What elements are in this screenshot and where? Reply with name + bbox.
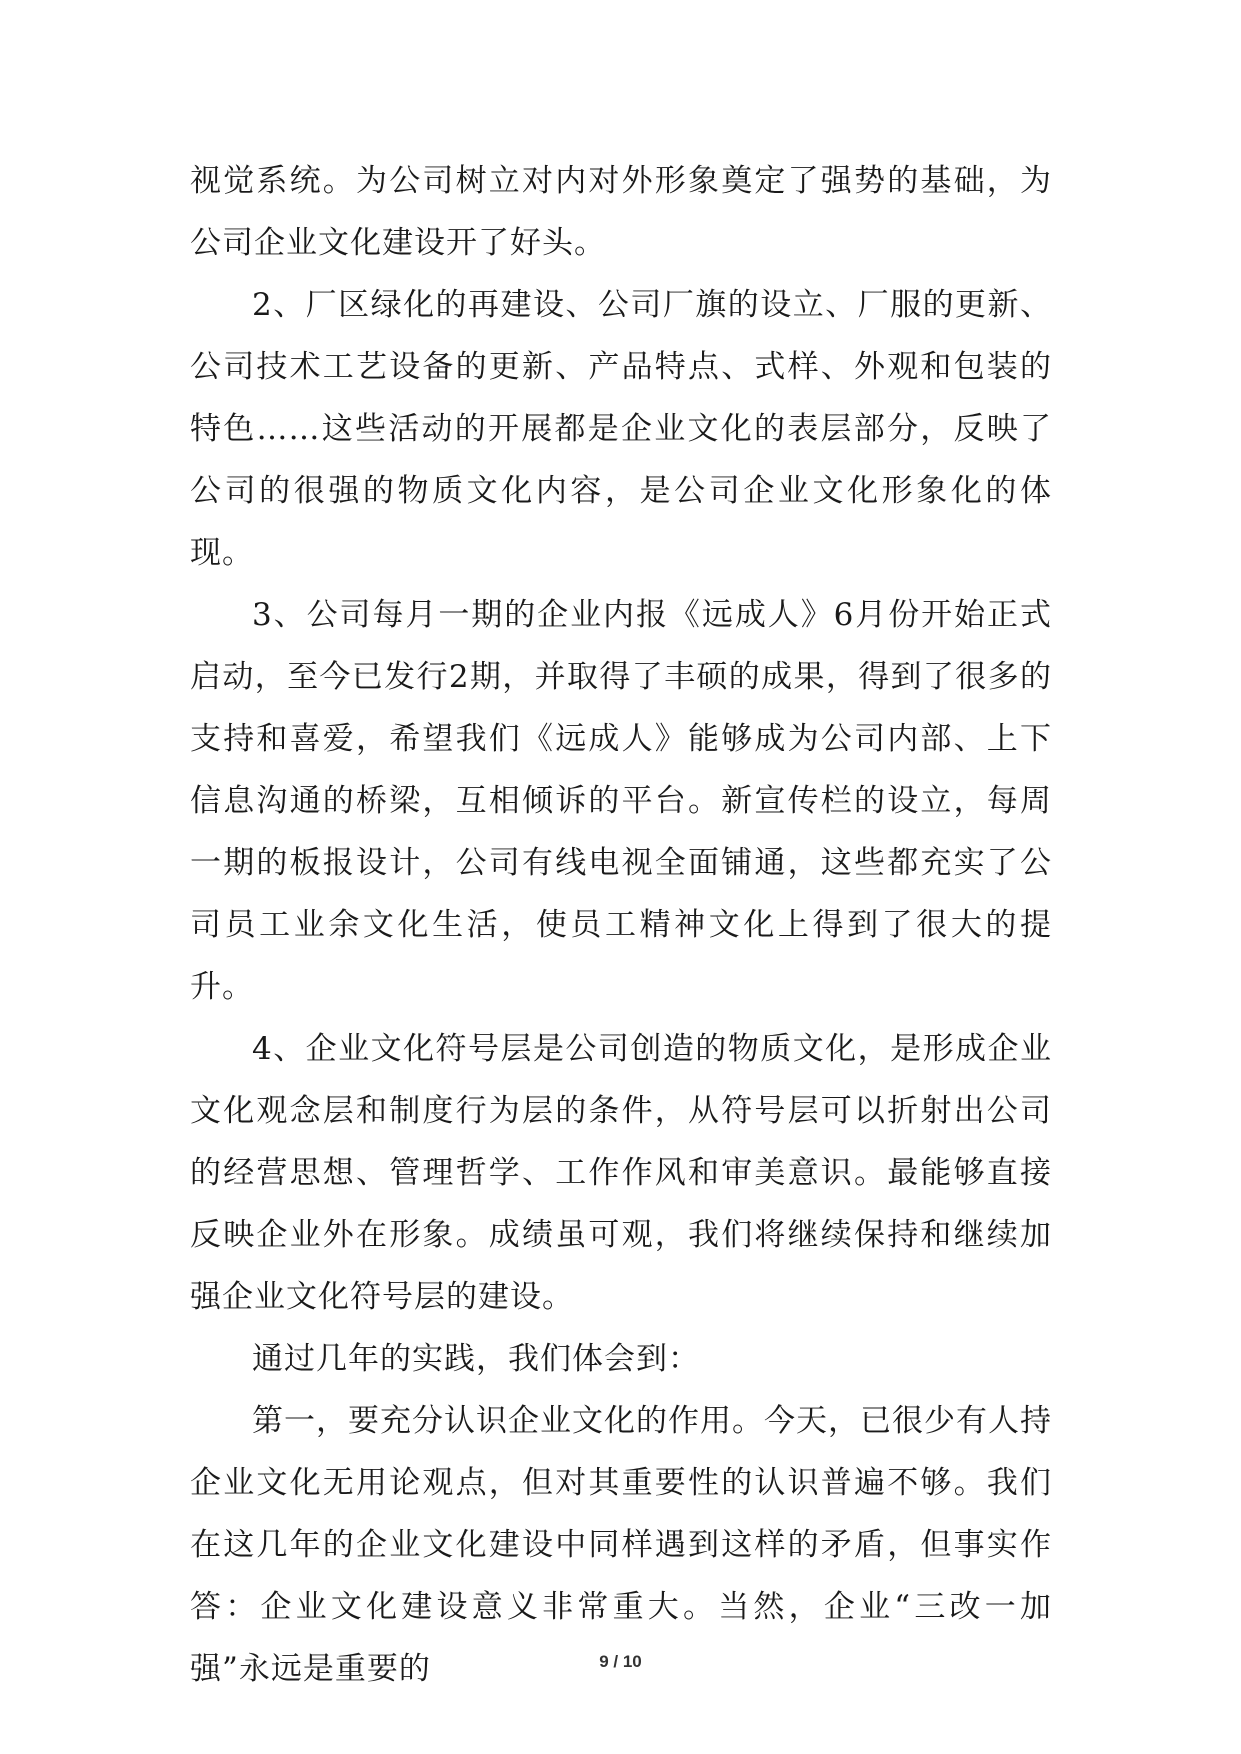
paragraph-4: 4、企业文化符号层是公司创造的物质文化，是形成企业文化观念层和制度行为层的条件，从符号层可以折射出公司的经营思想、管理哲学、工作作风和审美意识。最能够直接反映企业外在形象。成绩虽可观，我们将继续保持和继续加强企业文化符号层的建设。 [190, 1031, 1052, 1315]
document-body [190, 150, 1052, 1700]
paragraph-6: 第一，要充分认识企业文化的作用。今天，已很少有人持企业文化无用论观点，但对其重要性的认识普遍不够。我们在这几年的企业文化建设中同样遇到这样的矛盾，但事实作答：企业文化建设意义非常重大。当然，企业“三改一加强”永远是重要的 [190, 1403, 1052, 1687]
paragraph-2: 2、厂区绿化的再建设、公司厂旗的设立、厂服的更新、公司技术工艺设备的更新、产品特点、式样、外观和包装的特色……这些活动的开展都是企业文化的表层部分，反映了公司的很强的物质文化内容，是公司企业文化形象化的体现。 [190, 287, 1052, 571]
paragraph-3: 3、公司每月一期的企业内报《远成人》6月份开始正式启动，至今已发行2期，并取得了丰硕的成果，得到了很多的支持和喜爱，希望我们《远成人》能够成为公司内部、上下信息沟通的桥梁，互相倾诉的平台。新宣传栏的设立，每周一期的板报设计，公司有线电视全面铺通，这些都充实了公司员工业余文化生活，使员工精神文化上得到了很大的提升。 [190, 597, 1052, 1005]
paragraph-5: 通过几年的实践，我们体会到： [252, 1341, 700, 1377]
page-number: 9 / 10 [599, 1652, 642, 1671]
paragraph-1: 视觉系统。为公司树立对内对外形象奠定了强势的基础，为公司企业文化建设开了好头。 [190, 163, 1052, 261]
